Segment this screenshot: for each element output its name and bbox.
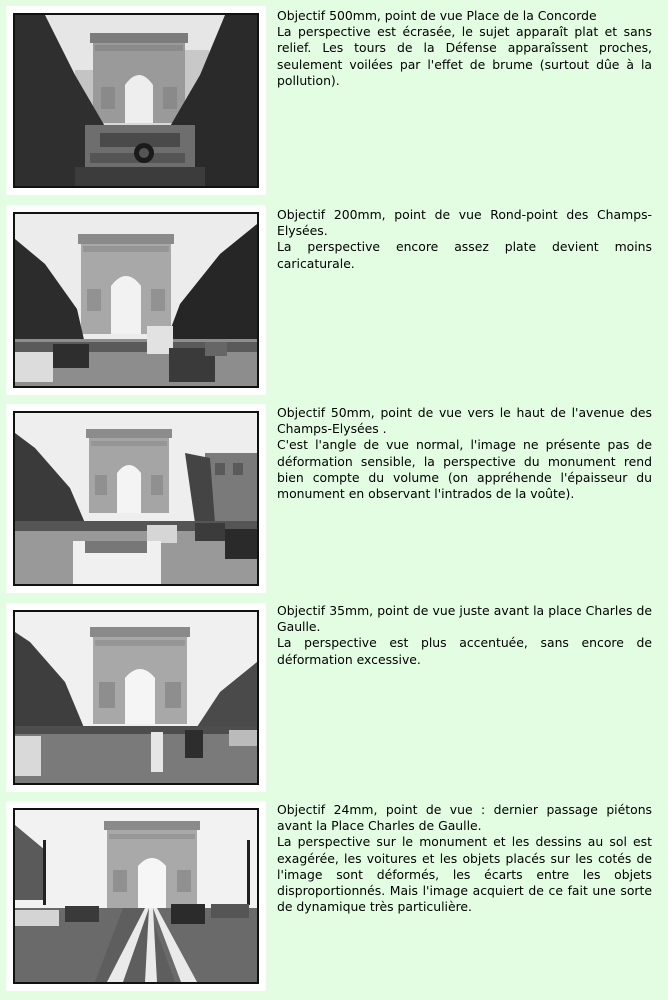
photo-caption [277,8,652,89]
photo-arc-de-triomphe-50mm [13,411,259,586]
caption-title: Objectif 24mm, point de vue : dernier passage piétons avant la Place Charles de Gaulle. [277,802,652,834]
caption-title: Objectif 50mm, point de vue vers le haut de l'avenue des Champs-Elysées . [277,405,652,437]
caption-title: Objectif 500mm, point de vue Place de la Concorde [277,8,597,23]
caption-title: Objectif 200mm, point de vue Rond-point des Champs-Elysées. [277,207,652,239]
photo-caption [277,603,652,668]
photo-arc-de-triomphe-24mm [13,808,259,984]
caption-text: La perspective encore assez plate devient moins caricaturale. [277,239,652,271]
photo-frame [6,6,266,195]
photo-arc-de-triomphe-500mm [13,13,259,188]
photo-frame [6,603,266,792]
caption-text: La perspective est plus accentuée, sans encore de déformation excessive. [277,635,652,667]
photo-caption [277,405,652,502]
photo-caption [277,207,652,272]
caption-text: La perspective sur le monument et les dessins au sol est exagérée, les voitures et les objets placés sur les cotés de l'image sont déformés, les écarts entre les objets disproportionnés. Mais l'image acquiert de ce fait une sorte de dynamique très particulière. [277,834,652,915]
photo-arc-de-triomphe-200mm [13,212,259,388]
photo-arc-de-triomphe-35mm [13,610,259,785]
caption-title: Objectif 35mm, point de vue juste avant la place Charles de Gaulle. [277,603,652,635]
caption-text: C'est l'angle de vue normal, l'image ne présente pas de déformation sensible, la perspective du monument rend bien compte du volume (on appréhende l'épaisseur du monument en observant l'intrados de la voûte). [277,437,652,502]
photo-frame [6,205,266,395]
photo-frame [6,801,266,991]
caption-text: La perspective est écrasée, le sujet apparaît plat et sans relief. Les tours de la Défense apparaîssent proches, seulement voilées par l'effet de brume (surtout dûe à la pollution). [277,24,652,88]
photo-frame [6,404,266,593]
photo-caption [277,802,652,915]
